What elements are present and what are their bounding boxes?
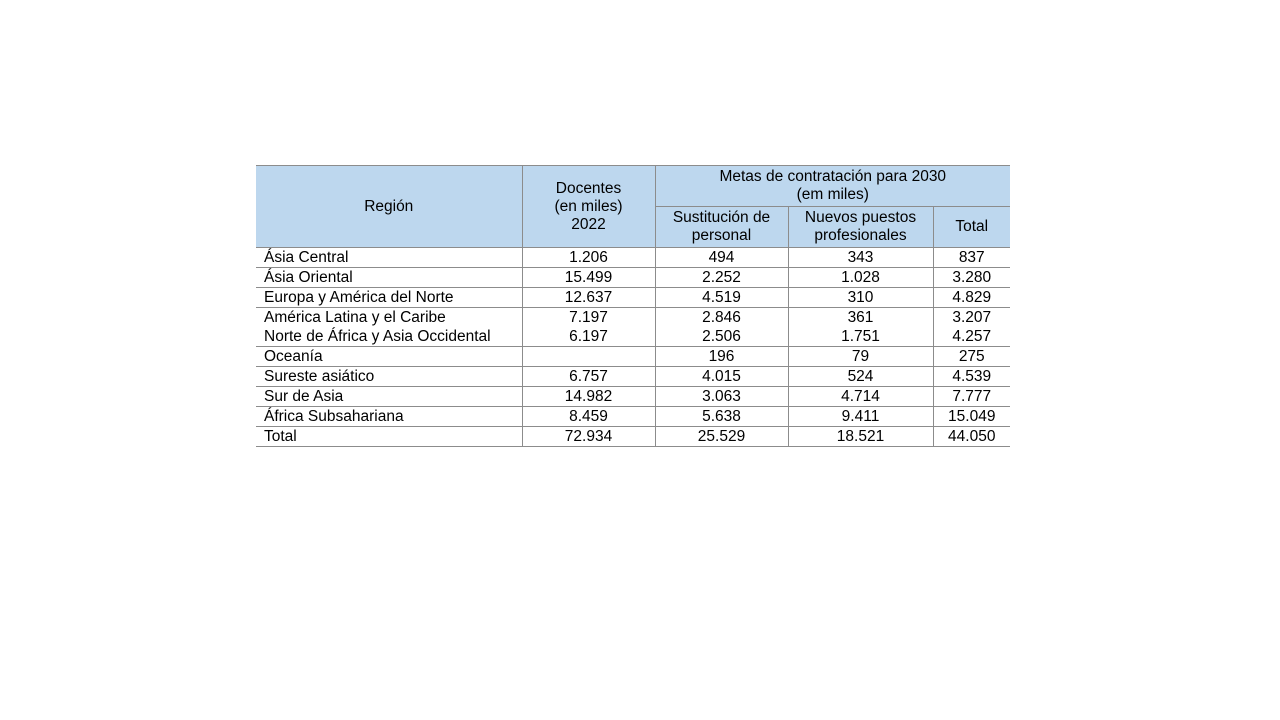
table-row [256,248,1010,268]
cell-total: 4.829 [933,288,1010,308]
cell-replacement: 5.638 [655,407,788,427]
cell-region: Oceanía [256,347,522,367]
cell-total: 7.777 [933,387,1010,407]
cell-new-posts: 1.751 [788,327,933,347]
header-teachers-line2: (en miles) [554,197,623,215]
cell-new-posts: 1.028 [788,268,933,288]
teacher-targets-table [256,165,1010,447]
cell-region: Sur de Asia [256,387,522,407]
cell-region: América Latina y el Caribe [256,308,522,328]
cell-new-posts: 361 [788,308,933,328]
cell-total: 4.539 [933,367,1010,387]
cell-replacement: 4.015 [655,367,788,387]
cell-replacement: 3.063 [655,387,788,407]
cell-replacement: 196 [655,347,788,367]
table-row [256,407,1010,427]
header-row-top [256,166,1010,207]
cell-new-posts: 4.714 [788,387,933,407]
cell-teachers: 8.459 [522,407,655,427]
header-teachers-line1: Docentes [555,179,622,197]
cell-new-posts: 79 [788,347,933,367]
cell-replacement: 2.506 [655,327,788,347]
cell-teachers: 6.757 [522,367,655,387]
cell-new-posts: 524 [788,367,933,387]
cell-teachers: 7.197 [522,308,655,328]
cell-teachers: 1.206 [522,248,655,268]
cell-new-posts: 18.521 [788,427,933,447]
table-row-total [256,427,1010,447]
table-row [256,288,1010,308]
header-region: Región [256,166,522,248]
cell-teachers: 15.499 [522,268,655,288]
cell-region: Norte de África y Asia Occidental [256,327,522,347]
cell-total: 44.050 [933,427,1010,447]
cell-teachers: 6.197 [522,327,655,347]
header-targets [655,166,1010,207]
cell-teachers [522,347,655,367]
cell-total: 3.280 [933,268,1010,288]
cell-region: África Subsahariana [256,407,522,427]
cell-teachers: 14.982 [522,387,655,407]
cell-region: Ásia Central [256,248,522,268]
table-row [256,347,1010,367]
cell-teachers: 12.637 [522,288,655,308]
cell-new-posts: 310 [788,288,933,308]
table-row [256,387,1010,407]
cell-total: 15.049 [933,407,1010,427]
cell-total: 837 [933,248,1010,268]
cell-teachers: 72.934 [522,427,655,447]
table-row [256,367,1010,387]
cell-replacement: 4.519 [655,288,788,308]
cell-region: Europa y América del Norte [256,288,522,308]
cell-total: 275 [933,347,1010,367]
cell-replacement: 25.529 [655,427,788,447]
table-row [256,327,1010,347]
header-total: Total [933,207,1010,248]
cell-new-posts: 9.411 [788,407,933,427]
header-replacement: Sustitución de personal [655,207,788,248]
cell-region: Ásia Oriental [256,268,522,288]
header-targets-line2: (em miles) [796,186,869,203]
table-row [256,308,1010,328]
cell-new-posts: 343 [788,248,933,268]
cell-total: 4.257 [933,327,1010,347]
cell-total: 3.207 [933,308,1010,328]
cell-region: Sureste asiático [256,367,522,387]
table-row [256,268,1010,288]
cell-replacement: 494 [655,248,788,268]
cell-replacement: 2.252 [655,268,788,288]
cell-region: Total [256,427,522,447]
cell-replacement: 2.846 [655,308,788,328]
header-new-posts: Nuevos puestos profesionales [788,207,933,248]
header-teachers [522,166,655,248]
header-targets-line1: Metas de contratación para 2030 [719,168,947,185]
header-teachers-line3: 2022 [571,215,606,233]
